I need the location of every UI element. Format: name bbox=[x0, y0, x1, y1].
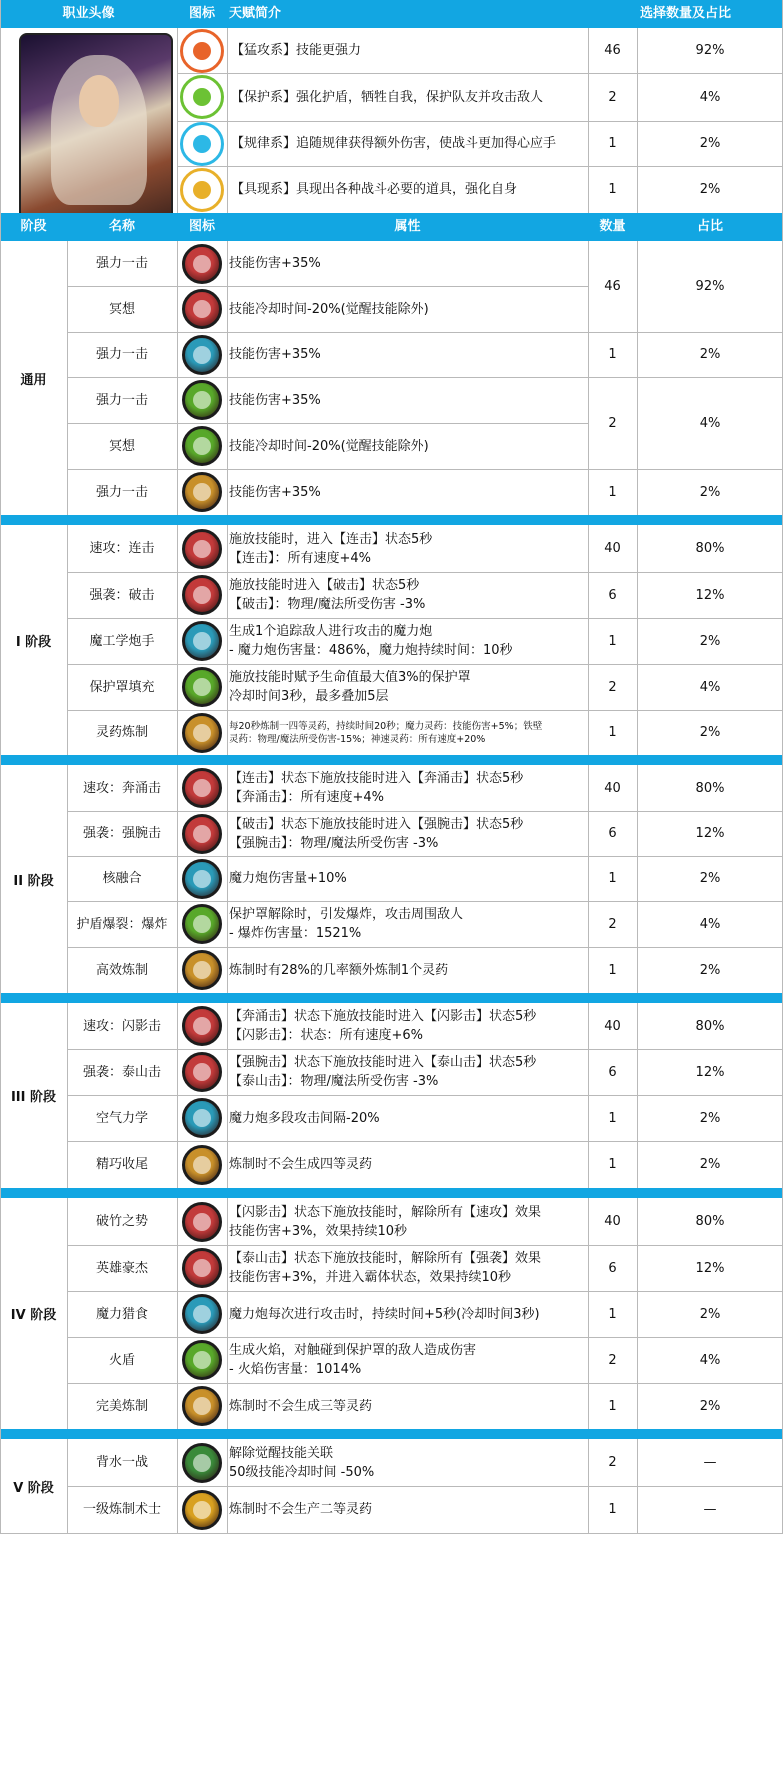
mountain-strike-icon bbox=[182, 1052, 222, 1092]
group-count: 46 bbox=[604, 279, 621, 294]
talent-name: 速攻：连击 bbox=[89, 541, 155, 556]
attr-line: 炼制时不会生成三等灵药 bbox=[229, 1398, 373, 1414]
attr-line: 解除觉醒技能关联 bbox=[229, 1445, 334, 1461]
column-divider bbox=[67, 1003, 68, 1188]
blue-talent-icon bbox=[180, 122, 224, 166]
gold-talent-icon bbox=[180, 168, 224, 212]
attr-line: 炼制时不会生成四等灵药 bbox=[229, 1157, 373, 1172]
attr-line: 魔力炮多段攻击间隔-20% bbox=[229, 1110, 380, 1126]
character-portrait bbox=[19, 33, 173, 239]
header-name: 名称 bbox=[108, 219, 135, 234]
talent-name: 保护罩填充 bbox=[89, 679, 155, 695]
choice-percent: 2% bbox=[699, 633, 721, 649]
icon-glyph bbox=[193, 255, 211, 273]
talent-glyph bbox=[193, 135, 211, 153]
column-divider bbox=[67, 525, 68, 755]
gold-strike-icon bbox=[182, 472, 222, 512]
choice-count: 2 bbox=[608, 916, 617, 932]
stage-label: II 阶段 bbox=[13, 873, 54, 889]
column-divider bbox=[67, 765, 68, 993]
choice-percent: 80% bbox=[695, 541, 725, 556]
attr-line: 【强腕击】状态下施放技能时进入【泰山击】状态5秒 bbox=[229, 1055, 537, 1070]
icon-glyph bbox=[193, 1259, 211, 1277]
column-divider bbox=[227, 1439, 228, 1533]
talent-name: 强力一击 bbox=[95, 347, 148, 362]
talent-glyph bbox=[193, 181, 211, 199]
talent-name: 魔工学炮手 bbox=[89, 633, 155, 649]
surge-strike-icon bbox=[182, 768, 222, 808]
talent-name: 强力一击 bbox=[95, 392, 148, 408]
attr-line: 灵药：物理/魔法所受伤害-15%；神速灵药：所有速度+20% bbox=[229, 733, 486, 745]
talent-attribute bbox=[229, 1337, 586, 1383]
row-divider bbox=[588, 1291, 783, 1292]
elixir-icon bbox=[182, 713, 222, 753]
talent-attribute bbox=[229, 1439, 586, 1486]
choice-count: 1 bbox=[608, 725, 617, 740]
talent-attribute bbox=[229, 572, 586, 618]
column-divider bbox=[588, 1198, 589, 1429]
talent-attribute bbox=[229, 765, 586, 811]
icon-glyph bbox=[193, 1454, 211, 1472]
talent-attribute bbox=[229, 1141, 586, 1188]
header-count: 数量 bbox=[599, 219, 626, 234]
header-icon: 图标 bbox=[188, 6, 215, 21]
shield-fill-icon bbox=[182, 667, 222, 707]
talent-name: 冥想 bbox=[108, 301, 135, 317]
attr-line: 【强腕击】：物理/魔法所受伤害 -3% bbox=[229, 835, 439, 851]
talent-count: 1 bbox=[608, 136, 617, 151]
talent-percent: 2% bbox=[699, 182, 721, 197]
column-divider bbox=[588, 525, 589, 755]
talent-attribute bbox=[229, 332, 586, 377]
alchemist-icon bbox=[182, 1490, 222, 1530]
choice-percent: 12% bbox=[695, 826, 725, 841]
icon-glyph bbox=[193, 483, 211, 501]
talent-name: 护盾爆裂：爆炸 bbox=[76, 916, 168, 932]
column-divider bbox=[637, 241, 638, 515]
choice-percent: 12% bbox=[695, 1064, 725, 1080]
talent-name: 强袭：强腕击 bbox=[82, 826, 161, 841]
attr-line: 施放技能时赋予生命值最大值3%的保护罩 bbox=[229, 670, 471, 685]
choice-count: 1 bbox=[608, 962, 617, 978]
choice-count: 40 bbox=[604, 1018, 621, 1034]
talent-attribute bbox=[229, 1003, 586, 1049]
choice-percent: 4% bbox=[699, 1352, 721, 1368]
talent-percent: 2% bbox=[699, 136, 721, 151]
talent-attribute bbox=[229, 469, 586, 515]
column-divider bbox=[177, 1003, 178, 1188]
choice-count: 1 bbox=[608, 1306, 617, 1322]
talent-name: 冥想 bbox=[108, 438, 135, 454]
icon-glyph bbox=[193, 1063, 211, 1081]
group-percent: 2% bbox=[699, 484, 721, 500]
choice-percent: 12% bbox=[695, 587, 725, 603]
choice-count: 1 bbox=[608, 1157, 617, 1172]
cannon-icon bbox=[182, 621, 222, 661]
column-divider bbox=[67, 1439, 68, 1533]
green-strike-icon bbox=[182, 380, 222, 420]
choice-percent: 2% bbox=[699, 725, 721, 740]
talent-attribute bbox=[229, 1245, 586, 1291]
talent-count: 46 bbox=[604, 43, 621, 58]
choice-count: 1 bbox=[608, 633, 617, 649]
talent-glyph bbox=[193, 88, 211, 106]
group-percent: 2% bbox=[699, 347, 721, 362]
talent-description: 【具现系】具现出各种战斗必要的道具，强化自身 bbox=[231, 182, 518, 197]
icon-glyph bbox=[193, 437, 211, 455]
choice-percent: 12% bbox=[695, 1260, 725, 1276]
talent-glyph bbox=[193, 42, 211, 60]
icon-glyph bbox=[193, 870, 211, 888]
attr-line: 魔力炮每次进行攻击时，持续时间+5秒(冷却时间3秒) bbox=[229, 1306, 540, 1322]
choice-percent: 2% bbox=[699, 1110, 721, 1126]
talent-name: 精巧收尾 bbox=[95, 1157, 148, 1172]
attr-line: 冷却时间3秒，最多叠加5层 bbox=[229, 689, 389, 704]
column-divider bbox=[177, 765, 178, 993]
row-divider bbox=[588, 901, 783, 902]
fire-shield-icon bbox=[182, 1340, 222, 1380]
column-divider bbox=[177, 1439, 178, 1533]
attr-line: 每20秒炼制一四等灵药，持续时间20秒；魔力灵药：技能伤害+5%；铁壁 bbox=[229, 720, 543, 732]
column-divider bbox=[67, 241, 68, 515]
aerodynamics-icon bbox=[182, 1098, 222, 1138]
talent-attribute bbox=[229, 1486, 586, 1533]
choice-count: 40 bbox=[604, 780, 621, 796]
choice-percent: 4% bbox=[699, 679, 721, 695]
choice-percent: 2% bbox=[699, 962, 721, 978]
attr-line: 【闪影击】：状态：所有速度+6% bbox=[229, 1028, 424, 1043]
attr-line: 技能冷却时间-20%(觉醒技能除外) bbox=[229, 438, 429, 454]
choice-count: 6 bbox=[608, 587, 617, 603]
green-meditate-icon bbox=[182, 426, 222, 466]
talent-attribute bbox=[229, 241, 586, 286]
header-portrait: 职业头像 bbox=[62, 6, 115, 21]
talent-count: 2 bbox=[608, 89, 617, 105]
talent-attribute bbox=[229, 286, 586, 332]
talent-name: 强力一击 bbox=[95, 256, 148, 271]
column-divider bbox=[227, 525, 228, 755]
attr-line: 施放技能时进入【破击】状态5秒 bbox=[229, 578, 420, 593]
attr-line: 保护罩解除时，引发爆炸，攻击周围敌人 bbox=[229, 907, 464, 922]
section-separator bbox=[0, 1188, 783, 1198]
column-divider bbox=[67, 1198, 68, 1429]
choice-count: 6 bbox=[608, 1260, 617, 1276]
choice-count: 1 bbox=[608, 1398, 617, 1414]
group-percent: 4% bbox=[699, 415, 721, 431]
row-divider bbox=[588, 1383, 783, 1384]
attr-line: 炼制时不会生产二等灵药 bbox=[229, 1502, 373, 1517]
icon-glyph bbox=[193, 391, 211, 409]
column-divider bbox=[177, 241, 178, 515]
column-divider bbox=[588, 241, 589, 515]
choice-percent: 2% bbox=[699, 1157, 721, 1172]
attr-line: 技能冷却时间-20%(觉醒技能除外) bbox=[229, 301, 429, 317]
column-divider bbox=[177, 1198, 178, 1429]
row-divider bbox=[588, 710, 783, 711]
row-divider bbox=[588, 1486, 783, 1487]
talent-name: 高效炼制 bbox=[95, 962, 148, 978]
row-divider bbox=[588, 1337, 783, 1338]
attr-line: 【破击】状态下施放技能时进入【强腕击】状态5秒 bbox=[229, 816, 524, 832]
choice-count: 6 bbox=[608, 826, 617, 841]
fusion-icon bbox=[182, 859, 222, 899]
talent-name: 速攻：闪影击 bbox=[82, 1018, 161, 1034]
section-header bbox=[0, 213, 783, 241]
talent-name: 强袭：泰山击 bbox=[82, 1064, 161, 1080]
last-stand-icon bbox=[182, 1443, 222, 1483]
choice-percent: — bbox=[703, 1502, 717, 1517]
talent-name: 灵药炼制 bbox=[95, 725, 148, 740]
column-divider bbox=[637, 1439, 638, 1533]
header-stage: 阶段 bbox=[20, 219, 47, 234]
column-divider bbox=[637, 28, 638, 213]
attr-line: 【连击】：所有速度+4% bbox=[229, 550, 372, 566]
green-talent-icon bbox=[180, 75, 224, 119]
talent-attribute bbox=[229, 1198, 586, 1245]
talent-name: 魔力猎食 bbox=[95, 1306, 148, 1322]
stage-label: III 阶段 bbox=[10, 1090, 57, 1105]
talent-attribute bbox=[229, 377, 586, 423]
icon-glyph bbox=[193, 779, 211, 797]
icon-glyph bbox=[193, 540, 211, 558]
shadow-strike-icon bbox=[182, 1006, 222, 1046]
icon-glyph bbox=[193, 1156, 211, 1174]
header-attr: 属性 bbox=[394, 219, 421, 234]
attr-line: 【闪影击】状态下施放技能时，解除所有【速攻】效果 bbox=[229, 1204, 542, 1220]
perfect-craft-icon bbox=[182, 1386, 222, 1426]
choice-count: 40 bbox=[604, 1214, 621, 1229]
top-header bbox=[0, 0, 783, 28]
column-divider bbox=[588, 1003, 589, 1188]
red-meditate-icon bbox=[182, 289, 222, 329]
icon-glyph bbox=[193, 1397, 211, 1415]
break-strike-icon bbox=[182, 575, 222, 615]
attr-line: - 火焰伤害量：1014% bbox=[229, 1362, 362, 1377]
row-divider bbox=[588, 856, 783, 857]
attr-line: 施放技能时，进入【连击】状态5秒 bbox=[229, 531, 433, 547]
mana-hunt-icon bbox=[182, 1294, 222, 1334]
attr-line: 技能伤害+3%，并进入霸体状态，效果持续10秒 bbox=[229, 1270, 512, 1285]
header-count_ratio: 选择数量及占比 bbox=[639, 6, 731, 21]
column-divider bbox=[227, 241, 228, 515]
stage-label: I 阶段 bbox=[15, 634, 52, 650]
choice-percent: 2% bbox=[699, 1306, 721, 1322]
talent-name: 背水一战 bbox=[95, 1455, 148, 1470]
talent-attribute bbox=[229, 618, 586, 664]
talent-attribute bbox=[229, 664, 586, 710]
row-divider bbox=[588, 1245, 783, 1246]
shield-burst-icon bbox=[182, 904, 222, 944]
talent-attribute bbox=[229, 1049, 586, 1095]
stage-label: 通用 bbox=[20, 372, 47, 388]
column-divider bbox=[637, 525, 638, 755]
attr-line: 【破击】：物理/魔法所受伤害 -3% bbox=[229, 597, 426, 612]
row-divider bbox=[588, 572, 783, 573]
talent-percent: 92% bbox=[695, 43, 725, 58]
choice-count: 1 bbox=[608, 1502, 617, 1517]
section-separator bbox=[0, 1429, 783, 1439]
attr-line: 【连击】状态下施放技能时进入【奔涌击】状态5秒 bbox=[229, 771, 524, 786]
row-divider bbox=[588, 1095, 783, 1096]
column-divider bbox=[637, 765, 638, 993]
talent-name: 破竹之势 bbox=[95, 1214, 148, 1229]
icon-glyph bbox=[193, 586, 211, 604]
talent-name: 一级炼制术士 bbox=[82, 1502, 161, 1517]
row-divider bbox=[0, 1533, 783, 1534]
icon-glyph bbox=[193, 1351, 211, 1369]
choice-count: 2 bbox=[608, 679, 617, 695]
choice-percent: 4% bbox=[699, 916, 721, 932]
icon-glyph bbox=[193, 346, 211, 364]
talent-attribute bbox=[229, 947, 586, 993]
efficient-craft-icon bbox=[182, 950, 222, 990]
choice-count: 1 bbox=[608, 871, 617, 886]
section-separator bbox=[0, 515, 783, 525]
choice-percent: 80% bbox=[695, 1018, 725, 1034]
red-strike-icon bbox=[182, 244, 222, 284]
icon-glyph bbox=[193, 1109, 211, 1127]
attr-line: 50级技能冷却时间 -50% bbox=[229, 1464, 375, 1480]
talent-name: 英雄豪杰 bbox=[95, 1260, 148, 1276]
talent-percent: 4% bbox=[699, 89, 721, 105]
row-divider bbox=[588, 1141, 783, 1142]
attr-line: 技能伤害+35% bbox=[229, 256, 321, 271]
column-divider bbox=[227, 28, 228, 213]
column-divider bbox=[588, 1439, 589, 1533]
attr-line: 【奔涌击】状态下施放技能时进入【闪影击】状态5秒 bbox=[229, 1009, 537, 1024]
header-pct: 占比 bbox=[696, 219, 723, 234]
stage-label: V 阶段 bbox=[13, 1480, 54, 1496]
blue-strike-icon bbox=[182, 335, 222, 375]
talent-name: 完美炼制 bbox=[95, 1398, 148, 1414]
portrait-face bbox=[79, 75, 119, 127]
wrist-strike-icon bbox=[182, 814, 222, 854]
icon-glyph bbox=[193, 915, 211, 933]
choice-count: 2 bbox=[608, 1455, 617, 1470]
column-divider bbox=[637, 1003, 638, 1188]
combo-icon bbox=[182, 529, 222, 569]
icon-glyph bbox=[193, 1213, 211, 1231]
talent-attribute bbox=[229, 525, 586, 572]
icon-glyph bbox=[193, 300, 211, 318]
choice-percent: 2% bbox=[699, 1398, 721, 1414]
talent-attribute bbox=[229, 856, 586, 901]
talent-name: 火盾 bbox=[108, 1352, 135, 1368]
attr-line: 技能伤害+35% bbox=[229, 484, 321, 500]
column-divider bbox=[0, 0, 1, 1533]
row-divider bbox=[588, 664, 783, 665]
talent-name: 速攻：奔涌击 bbox=[82, 780, 161, 796]
talent-name: 核融合 bbox=[102, 871, 142, 886]
column-divider bbox=[177, 525, 178, 755]
talent-attribute bbox=[229, 811, 586, 856]
group-percent: 92% bbox=[695, 279, 725, 294]
talent-attribute bbox=[229, 1383, 586, 1429]
column-divider bbox=[227, 765, 228, 993]
talent-name: 空气力学 bbox=[95, 1110, 148, 1126]
unstoppable-icon bbox=[182, 1202, 222, 1242]
row-divider bbox=[588, 1049, 783, 1050]
talent-count: 1 bbox=[608, 182, 617, 197]
attr-line: - 魔力炮伤害量：486%，魔力炮持续时间：10秒 bbox=[229, 643, 513, 658]
icon-glyph bbox=[193, 1017, 211, 1035]
icon-glyph bbox=[193, 961, 211, 979]
icon-glyph bbox=[193, 825, 211, 843]
column-divider bbox=[177, 28, 178, 213]
section-separator bbox=[0, 993, 783, 1003]
icon-glyph bbox=[193, 1501, 211, 1519]
attr-line: 炼制时有28%的几率额外炼制1个灵药 bbox=[229, 962, 449, 978]
section-separator bbox=[0, 755, 783, 765]
choice-percent: 80% bbox=[695, 1214, 725, 1229]
talent-description: 【规律系】追随规律获得额外伤害，使战斗更加得心应手 bbox=[231, 136, 557, 151]
group-count: 2 bbox=[608, 415, 617, 431]
talent-name: 强力一击 bbox=[95, 484, 148, 500]
column-divider bbox=[227, 1003, 228, 1188]
icon-glyph bbox=[193, 1305, 211, 1323]
attr-line: 技能伤害+35% bbox=[229, 347, 321, 362]
talent-attribute bbox=[229, 1291, 586, 1337]
attr-line: 技能伤害+3%，效果持续10秒 bbox=[229, 1223, 408, 1239]
talent-description: 【保护系】强化护盾，牺牲自我，保护队友并攻击敌人 bbox=[231, 89, 544, 105]
choice-percent: 80% bbox=[695, 780, 725, 796]
icon-glyph bbox=[193, 632, 211, 650]
talent-attribute bbox=[229, 901, 586, 947]
choice-count: 6 bbox=[608, 1064, 617, 1080]
choice-percent: 2% bbox=[699, 871, 721, 886]
attr-line: 【泰山击】状态下施放技能时，解除所有【强袭】效果 bbox=[229, 1251, 542, 1266]
column-divider bbox=[637, 1198, 638, 1429]
icon-glyph bbox=[193, 678, 211, 696]
talent-name: 强袭：破击 bbox=[89, 587, 155, 603]
row-divider bbox=[588, 947, 783, 948]
row-divider bbox=[588, 618, 783, 619]
attr-line: 【奔涌击】：所有速度+4% bbox=[229, 790, 385, 805]
talent-attribute bbox=[229, 423, 586, 469]
attr-line: - 爆炸伤害量：1521% bbox=[229, 926, 362, 941]
row-divider bbox=[588, 811, 783, 812]
group-count: 1 bbox=[608, 347, 617, 362]
talent-description: 【猛攻系】技能更强力 bbox=[231, 43, 362, 58]
group-count: 1 bbox=[608, 484, 617, 500]
column-divider bbox=[588, 28, 589, 213]
header-intro: 天赋简介 bbox=[229, 6, 282, 21]
stage-label: IV 阶段 bbox=[10, 1308, 57, 1323]
attr-line: 技能伤害+35% bbox=[229, 392, 321, 408]
attr-line: 【泰山击】：物理/魔法所受伤害 -3% bbox=[229, 1074, 439, 1089]
finish-icon bbox=[182, 1145, 222, 1185]
hero-icon bbox=[182, 1248, 222, 1288]
choice-count: 40 bbox=[604, 541, 621, 556]
choice-count: 2 bbox=[608, 1352, 617, 1368]
attr-line: 生成1个追踪敌人进行攻击的魔力炮 bbox=[229, 624, 433, 639]
talent-attribute bbox=[229, 1095, 586, 1141]
attr-line: 魔力炮伤害量+10% bbox=[229, 871, 347, 886]
header-icon: 图标 bbox=[188, 219, 215, 234]
column-divider bbox=[588, 765, 589, 993]
column-divider bbox=[227, 1198, 228, 1429]
talent-attribute bbox=[229, 710, 586, 755]
choice-percent: — bbox=[703, 1455, 717, 1470]
orange-talent-icon bbox=[180, 29, 224, 73]
choice-count: 1 bbox=[608, 1110, 617, 1126]
attr-line: 生成火焰，对触碰到保护罩的敌人造成伤害 bbox=[229, 1343, 477, 1358]
icon-glyph bbox=[193, 724, 211, 742]
